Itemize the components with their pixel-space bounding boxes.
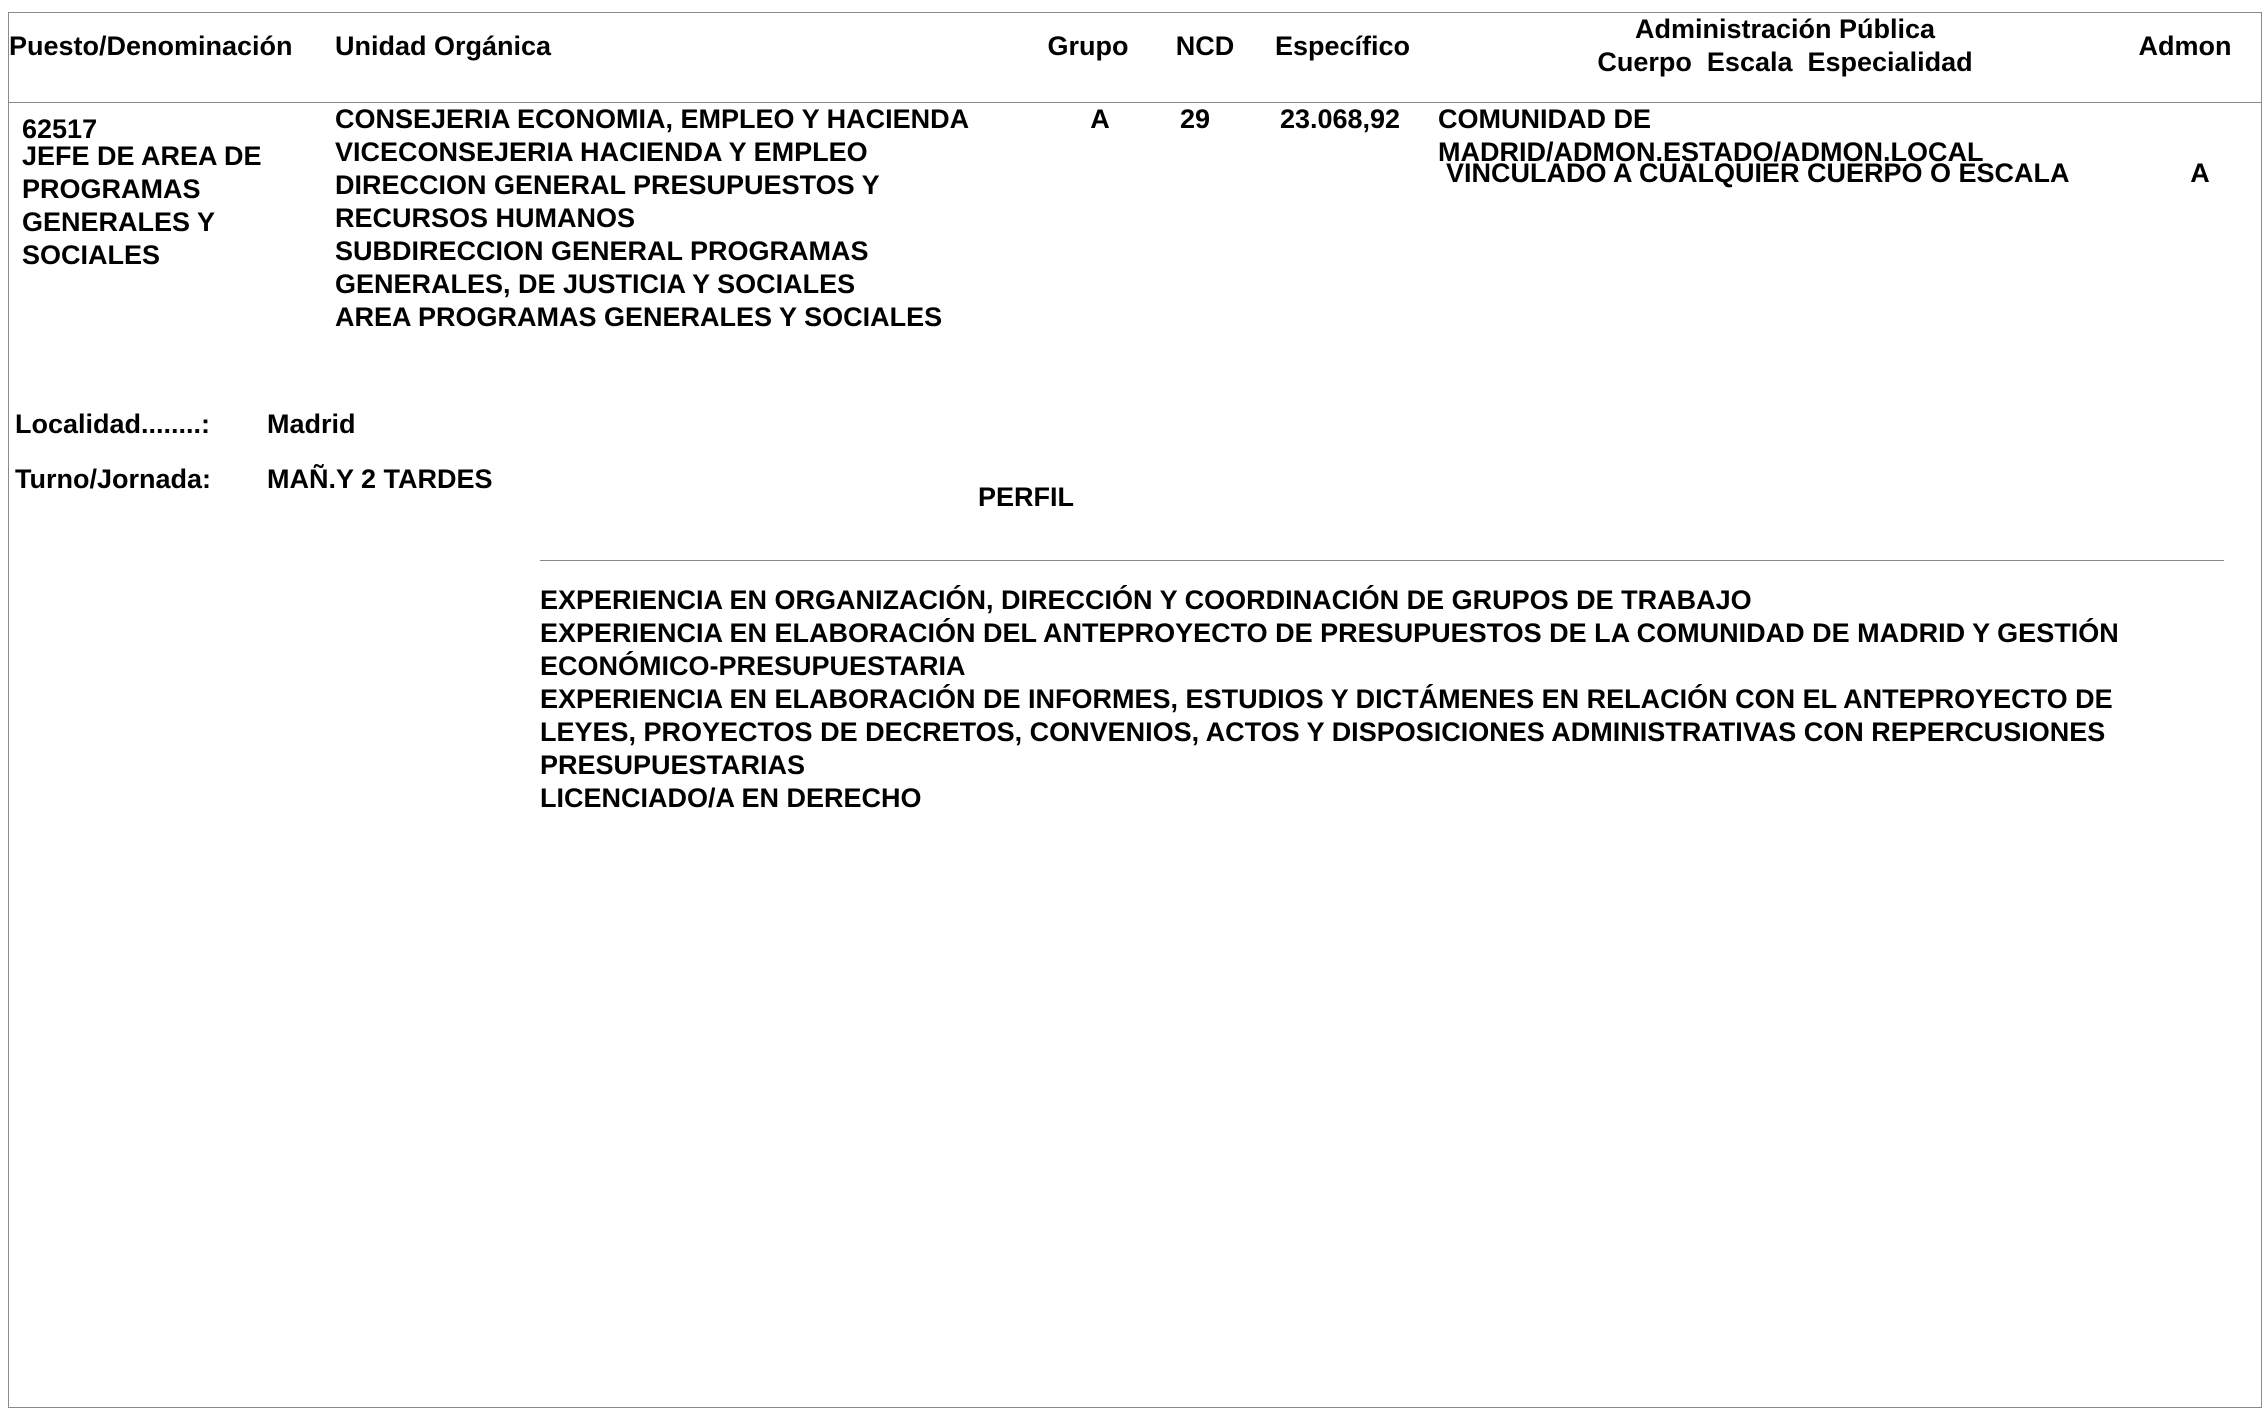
unidad-line: DIRECCION GENERAL PRESUPUESTOS Y [335, 170, 880, 200]
perfil-line: EXPERIENCIA EN ORGANIZACIÓN, DIRECCIÓN Y COORDINACIÓN DE GRUPOS DE TRABAJO [540, 585, 1752, 615]
unidad-line: AREA PROGRAMAS GENERALES Y SOCIALES [335, 302, 943, 332]
perfil-line: PRESUPUESTARIAS [540, 750, 806, 780]
perfil-line: EXPERIENCIA EN ELABORACIÓN DEL ANTEPROYECTO DE PRESUPUESTOS DE LA COMUNIDAD DE MADRID Y GESTIÓN [540, 618, 2119, 648]
header-grupo: Grupo [1047, 31, 1129, 61]
unidad-line: GENERALES, DE JUSTICIA Y SOCIALES [335, 269, 856, 299]
administracion-line2: MADRID/ADMON.ESTADO/ADMON.LOCAL [1438, 137, 1984, 167]
especifico-value: 23.068,92 [1279, 104, 1401, 134]
denominacion-line: PROGRAMAS [22, 174, 201, 204]
localidad-label: Localidad........: [15, 409, 211, 439]
perfil-line: ECONÓMICO-PRESUPUESTARIA [540, 651, 966, 681]
unidad-organica [335, 103, 969, 334]
perfil-line: LEYES, PROYECTOS DE DECRETOS, CONVENIOS, ACTOS Y DISPOSICIONES ADMINISTRATIVAS CON REPERCUSIONES [540, 717, 2106, 747]
header-ncd: NCD [1175, 31, 1235, 61]
perfil-line: LICENCIADO/A EN DERECHO [540, 783, 922, 813]
unidad-line: SUBDIRECCION GENERAL PROGRAMAS [335, 236, 869, 266]
unidad-line: VICECONSEJERIA HACIENDA Y EMPLEO [335, 137, 868, 167]
cuerpo-value: VINCULADO A CUALQUIER CUERPO O ESCALA [1446, 158, 2070, 188]
perfil-line: EXPERIENCIA EN ELABORACIÓN DE INFORMES, ESTUDIOS Y DICTÁMENES EN RELACIÓN CON EL ANTEPROYECTO DE [540, 684, 2113, 714]
turno-value: MAÑ.Y 2 TARDES [267, 464, 493, 494]
header-unidad: Unidad Orgánica [335, 31, 552, 61]
header-puesto: Puesto/Denominación [9, 31, 293, 61]
turno-label: Turno/Jornada: [15, 464, 212, 494]
denominacion-line: JEFE DE AREA DE [22, 141, 262, 171]
grupo-value: A [1090, 104, 1110, 134]
denominacion-line: GENERALES Y [22, 207, 216, 237]
puesto-codigo: 62517 [22, 114, 98, 144]
unidad-line: CONSEJERIA ECONOMIA, EMPLEO Y HACIENDA [335, 104, 970, 134]
header-admon: Admon [2138, 31, 2232, 61]
ncd-value: 29 [1179, 104, 1211, 134]
header-especifico: Específico [1274, 31, 1411, 61]
puesto-denominacion [22, 140, 262, 272]
denominacion-line: SOCIALES [22, 240, 161, 270]
perfil-divider [540, 560, 2224, 561]
perfil-title: PERFIL [978, 482, 1075, 512]
header-admin-publica: Administración Pública [1634, 14, 1936, 44]
administracion-line1: COMUNIDAD DE [1438, 104, 1651, 134]
header-cuerpo-escala: Cuerpo Escala Especialidad [1597, 47, 1973, 77]
perfil-requirements [540, 584, 2119, 815]
localidad-value: Madrid [267, 409, 356, 439]
unidad-line: RECURSOS HUMANOS [335, 203, 636, 233]
admon-value: A [2190, 158, 2210, 188]
